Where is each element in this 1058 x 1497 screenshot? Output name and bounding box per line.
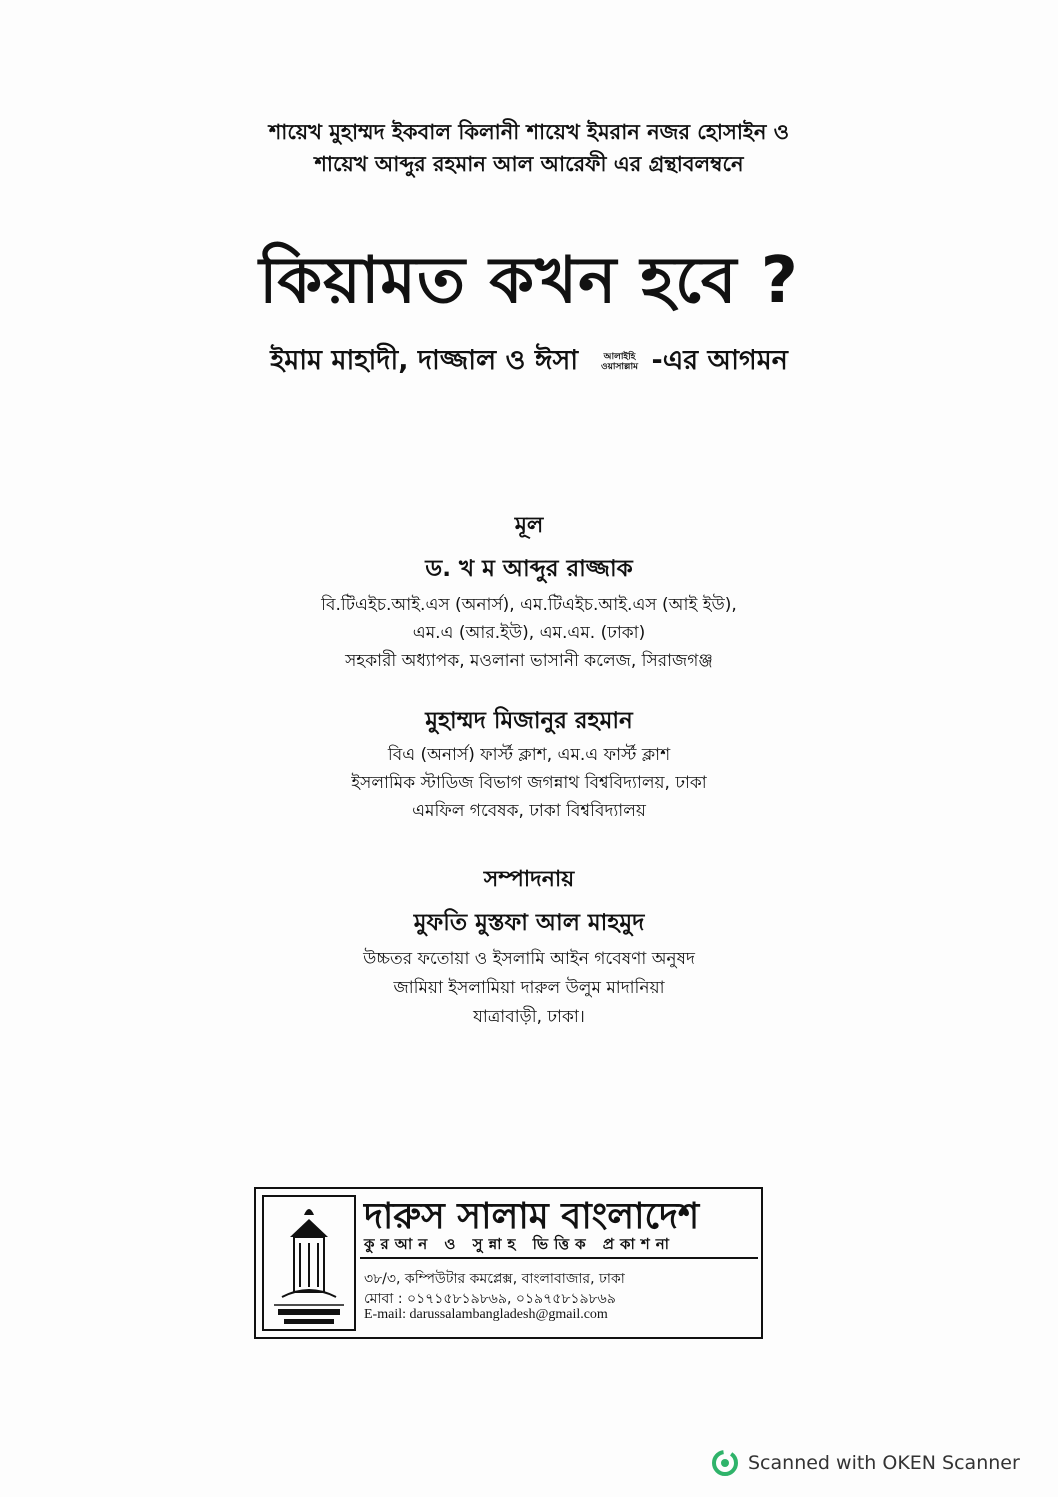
book-title: কিয়ামত কখন হবে ? — [259, 244, 799, 318]
header-line-2: শায়েখ আব্দুর রহমান আল আরেফী এর গ্রন্থাবলম্বনে — [314, 152, 744, 176]
book-subtitle — [0, 340, 1058, 385]
scanner-text: Scanned with OKEN Scanner — [748, 1452, 1020, 1474]
honorific-line-1: আলাইহি — [603, 351, 636, 362]
publisher-divider — [360, 1257, 758, 1259]
editor-qualification-3: যাত্রাবাড়ী, ঢাকা। — [473, 1007, 585, 1027]
darussalam-logo-icon — [262, 1195, 356, 1331]
author2-qualification-2: ইসলামিক স্টাডিজ বিভাগ জগন্নাথ বিশ্ববিদ্যালয়, ঢাকা — [351, 773, 707, 793]
author1-qualification-3: সহকারী অধ্যাপক, মওলানা ভাসানী কলেজ, সিরাজগঞ্জ — [345, 651, 713, 671]
honorific — [588, 352, 652, 372]
author1-qualification-2: এম.এ (আর.ইউ), এম.এম. (ঢাকা) — [412, 623, 646, 643]
subtitle-text-a: ইমাম মাহাদী, দাজ্জাল ও ঈসা — [270, 345, 579, 376]
publisher-address: ৩৮/৩, কম্পিউটার কমপ্লেক্স, বাংলাবাজার, ঢাকা — [364, 1271, 625, 1287]
editing-label: সম্পাদনায় — [483, 867, 575, 892]
subtitle-text-b: -এর আগমন — [651, 345, 788, 376]
honorific-line-2: ওয়াসাল্লাম — [600, 361, 639, 372]
editor-qualification-1: উচ্চতর ফতোয়া ও ইসলামি আইন গবেষণা অনুষদ — [363, 949, 695, 969]
author2-qualification-1: বিএ (অনার্স) ফার্স্ট ক্লাশ, এম.এ ফার্স্ট ক্লাশ — [387, 745, 671, 765]
oken-scanner-icon — [712, 1450, 738, 1476]
editor-qualification-2: জামিয়া ইসলামিয়া দারুল উলুম মাদানিয়া — [393, 978, 665, 998]
publisher-tagline: কুরআন ও সুন্নাহ ভিত্তিক প্রকাশনা — [364, 1235, 676, 1253]
scanner-watermark — [712, 1448, 1020, 1478]
author2-name: মুহাম্মদ মিজানুর রহমান — [425, 708, 633, 734]
publisher-box — [254, 1187, 763, 1339]
editor-name: মুফতি মুস্তফা আল মাহমুদ — [413, 910, 645, 936]
author1-name: ড. খ ম আব্দুর রাজ্জাক — [425, 556, 633, 582]
author2-qualification-3: এমফিল গবেষক, ঢাকা বিশ্ববিদ্যালয় — [412, 801, 646, 821]
header-line-1: শায়েখ মুহাম্মদ ইকবাল কিলানী শায়েখ ইমরান নজর হোসাইন ও — [268, 120, 790, 144]
original-label: মূল — [514, 513, 544, 538]
publisher-name: দারুস সালাম বাংলাদেশ — [364, 1196, 700, 1237]
publisher-phone: মোবা : ০১৭১৫৮১৯৮৬৯, ০১৯৭৫৮১৯৮৬৯ — [364, 1291, 616, 1307]
logo-graphic — [264, 1197, 354, 1329]
publisher-email: E-mail: darussalambangladesh@gmail.com — [364, 1307, 608, 1322]
author1-qualification-1: বি.টিএইচ.আই.এস (অনার্স), এম.টিএইচ.আই.এস (আই ইউ), — [321, 595, 737, 615]
